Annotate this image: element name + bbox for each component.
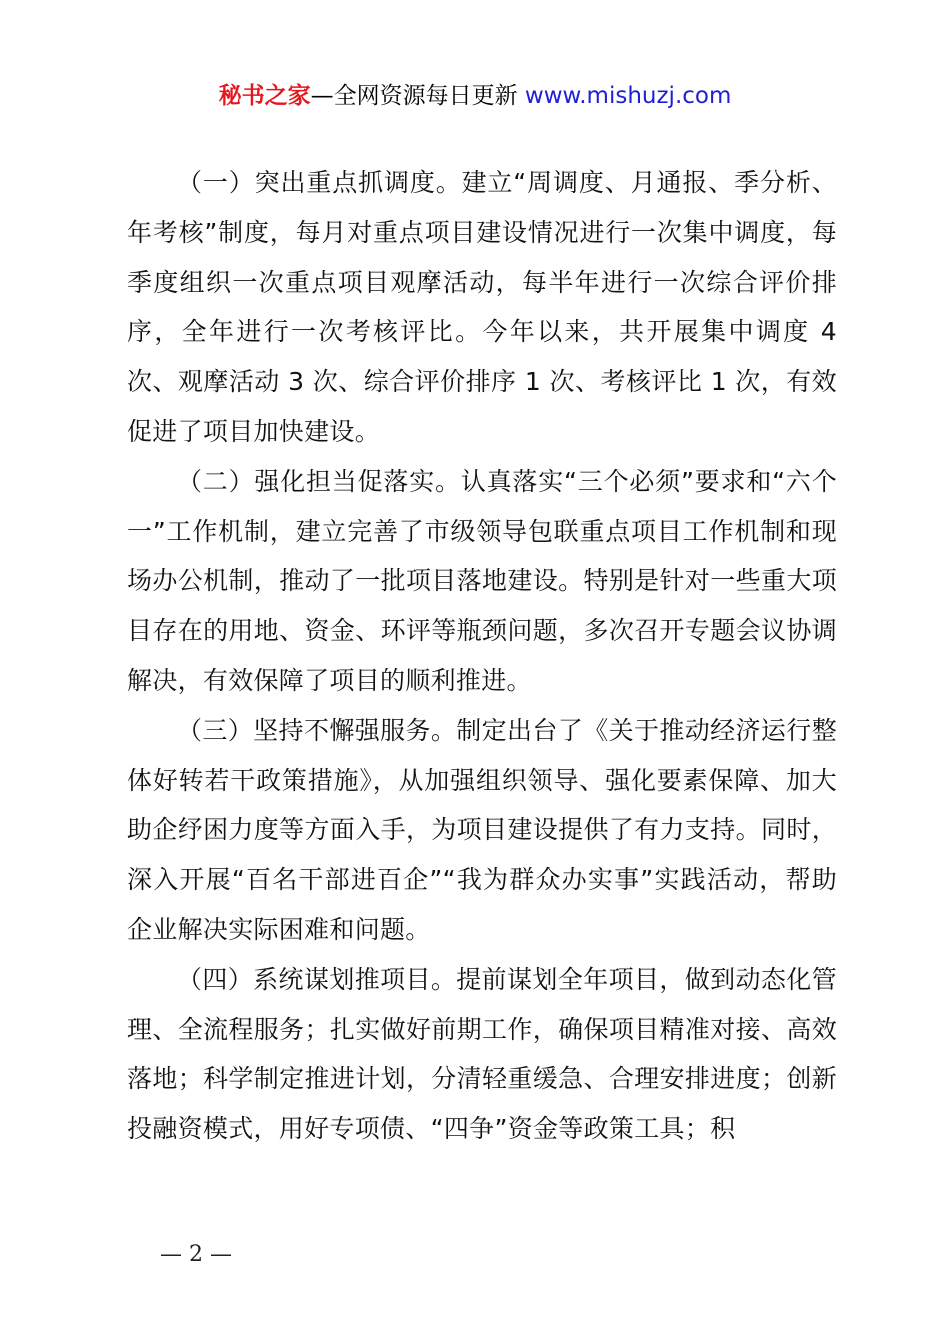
paragraph-4: （四）系统谋划推项目。提前谋划全年项目，做到动态化管理、全流程服务；扎实做好前期工作，确保项目精准对接、高效落地；科学制定推进计划，分清轻重缓急、合理安排进度；创新投融资模式，用好专项债、“四争”资金等政策工具；积 [127, 964, 837, 1144]
paragraph-1: （一）突出重点抓调度。建立“周调度、月通报、季分析、年考核”制度，每月对重点项目建设情况进行一次集中调度，每季度组织一次重点项目观摩活动，每半年进行一次综合评价排序，全年进行一次考核评比。今年以来，共开展集中调度 4 次、观摩活动 3 次、综合评价排序 1 次、考核评比 1 次，有效促进了项目加快建设。 [127, 168, 837, 446]
site-slogan: —全网资源每日更新 [310, 83, 525, 109]
paragraph-2: （二）强化担当促落实。认真落实“三个必须”要求和“六个一”工作机制，建立完善了市级领导包联重点项目工作机制和现场办公机制，推动了一批项目落地建设。特别是针对一些重大项目存在的用地、资金、环评等瓶颈问题，多次召开专题会议协调解决，有效保障了项目的顺利推进。 [127, 466, 837, 695]
site-brand: 秘书之家 [218, 83, 311, 109]
page-number: — 2 — [160, 1242, 232, 1267]
paragraph-3: （三）坚持不懈强服务。制定出台了《关于推动经济运行整体好转若干政策措施》，从加强组织领导、强化要素保障、加大助企纾困力度等方面入手，为项目建设提供了有力支持。同时，深入开展“百名干部进百企”“我为群众办实事”实践活动，帮助企业解决实际困难和问题。 [127, 715, 837, 944]
site-header [0, 80, 950, 112]
document-body [127, 158, 837, 1154]
site-url[interactable]: www.mishuzj.com [524, 83, 732, 109]
